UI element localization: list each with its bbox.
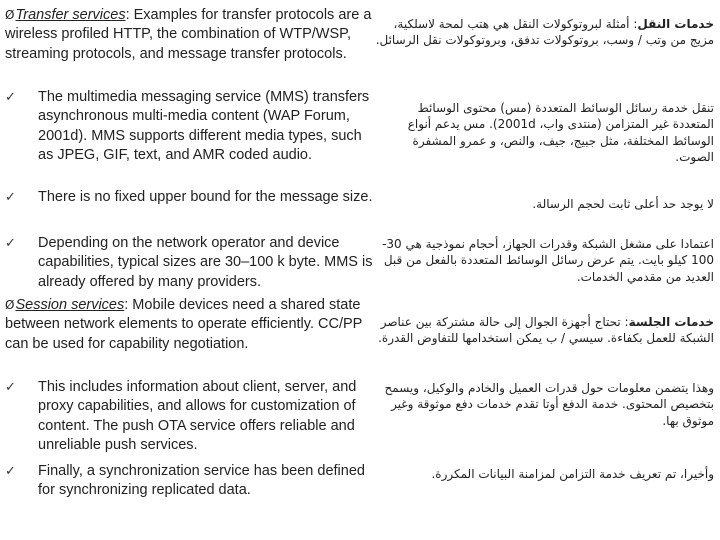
bullet-text: Finally, a synchronization service has been defined for synchronizing replicated data. (38, 463, 365, 499)
arabic-text: وهذا يتضمن معلومات حول قدرات العميل والخادم والوكيل، ويسمح بتخصيص المحتوى. خدمة الدفع أوتا تقدم خدمات دفع موثوقة وغير موثوق بها. (384, 381, 714, 428)
arabic-session-text: : تحتاج أجهزة الجوال إلى حالة مشتركة بين عناصر الشبكة للعمل بكفاءة. سيسي / ب يمكن استخدامها للتفاوض القدرة. (378, 315, 714, 346)
list-item (5, 462, 375, 501)
bullet-text: This includes information about client, server, and proxy capabilities, and allows for customization of content. The push OTA service offers reliable and unreliable push services. (38, 379, 357, 453)
arabic-session-heading: خدمات الجلسة (628, 315, 714, 329)
session-services-heading: Session services (15, 297, 125, 313)
arabic-text: تنقل خدمة رسائل الوسائط المتعددة (مس) محتوى الوسائط المتعددة غير المتزامن (منتدى واب، 2001d). مس يدعم أنواع الوسائط المختلفة، مثل جبيج، جيف، والنص، و عمرو المشفرة الصوت. (407, 101, 714, 164)
arabic-paragraph (374, 100, 714, 165)
session-services-text: : Mobile devices need a shared state between network elements to operate efficiently. CC/PP can be used for capability negotiation. (5, 297, 363, 352)
session-services-paragraph (5, 296, 375, 354)
arabic-transfer-text: : أمثلة لبروتوكولات النقل هي هتب لمحة لاسلكية، مزيج من وتب / وسب، بروتوكولات تدفق، وبروتوكولات نقل الرسائل. (375, 17, 714, 48)
list-item (5, 188, 375, 207)
arrow-bullet-icon: Ø (5, 8, 15, 22)
list-item (5, 378, 375, 455)
list-item (5, 234, 375, 292)
bullet-text: There is no fixed upper bound for the message size. (38, 189, 373, 205)
arrow-bullet-icon: Ø (5, 298, 15, 312)
checkmark-icon: ✓ (5, 236, 16, 251)
checkmark-icon: ✓ (5, 190, 16, 205)
arabic-text: لا يوجد حد أعلى ثابت لحجم الرسالة. (532, 197, 714, 211)
list-item (5, 88, 375, 165)
checkmark-icon: ✓ (5, 380, 16, 395)
transfer-services-text: : Examples for transfer protocols are a wireless profiled HTTP, the combination of WTP/WSP, streaming protocols, and message transfer protocols. (5, 7, 372, 62)
arabic-paragraph (374, 236, 714, 285)
arabic-text: وأخيرا، تم تعريف خدمة التزامن لمزامنة البيانات المكررة. (431, 467, 714, 481)
checkmark-icon: ✓ (5, 464, 16, 479)
arabic-transfer-heading: خدمات النقل (637, 17, 714, 31)
arabic-paragraph (374, 196, 714, 212)
bullet-text: Depending on the network operator and device capabilities, typical sizes are 30–100 k byte. MMS is already offered by many providers. (38, 235, 373, 290)
arabic-paragraph (374, 380, 714, 429)
transfer-services-heading: Transfer services (15, 7, 126, 23)
arabic-text: اعتمادا على مشغل الشبكة وقدرات الجهاز، أحجام نموذجية هي 30-100 كيلو بايت. يتم عرض رسائل الوسائط المتعددة بالفعل من قبل العديد من مقدمي الخدمات. (382, 237, 714, 284)
bullet-text: The multimedia messaging service (MMS) transfers asynchronous multi-media content (WAP Forum, 2001d). MMS supports different media types, such as JPEG, GIF, text, and AMR coded audio. (38, 89, 370, 163)
arabic-transfer-paragraph (374, 16, 714, 49)
arabic-session-paragraph (374, 314, 714, 347)
checkmark-icon: ✓ (5, 90, 16, 105)
transfer-services-paragraph (5, 6, 375, 64)
arabic-paragraph (374, 466, 714, 482)
